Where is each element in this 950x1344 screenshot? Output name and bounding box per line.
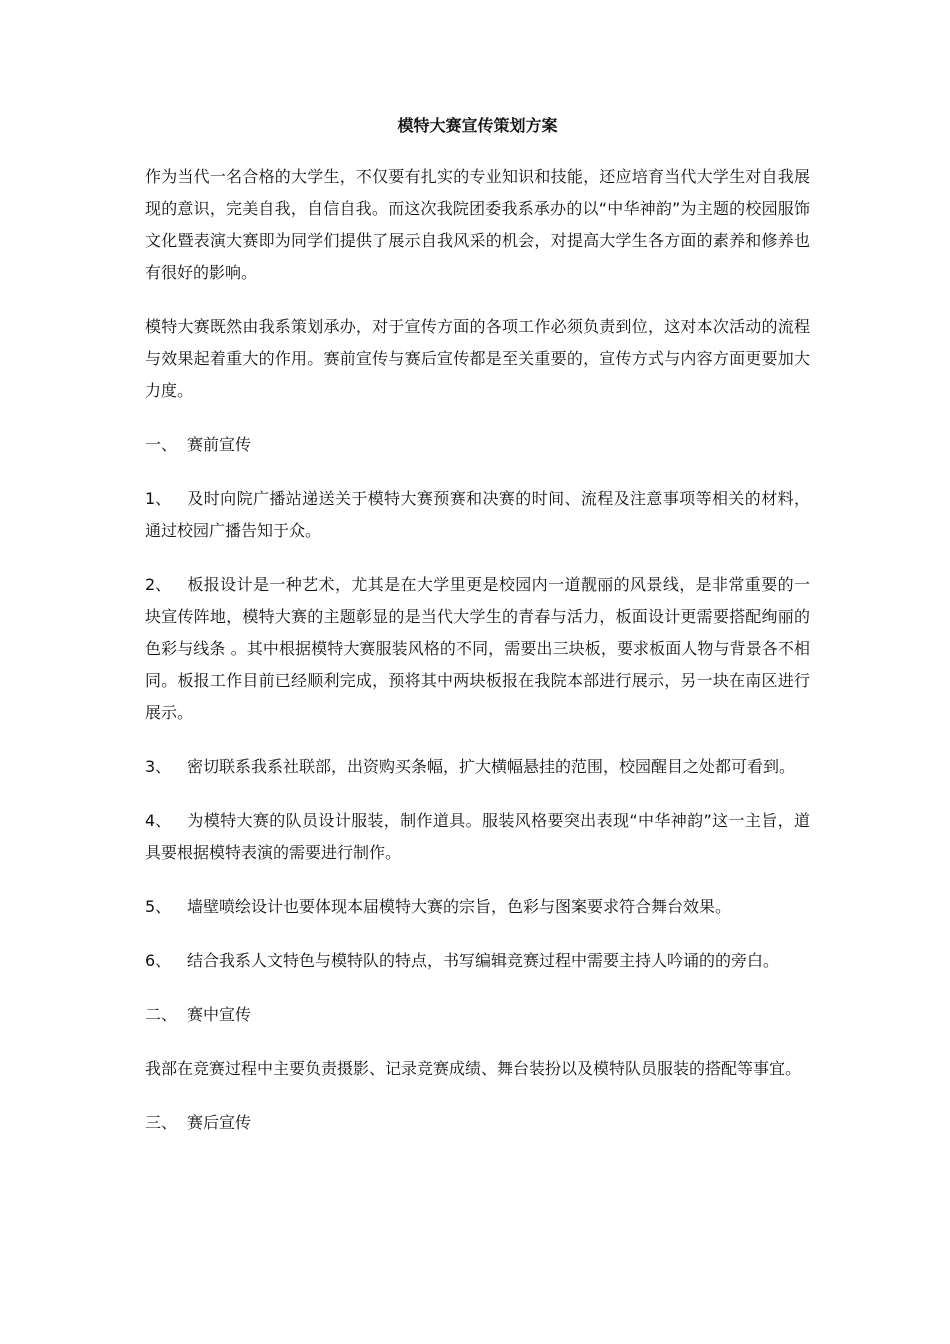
section-title: 赛中宣传 — [187, 1005, 252, 1024]
section-number: 三、 — [145, 1113, 178, 1132]
section-number: 一、 — [145, 435, 178, 454]
list-item-number: 5、 — [145, 897, 172, 916]
section-heading-3 — [145, 1107, 810, 1139]
list-item-6 — [145, 945, 810, 977]
document-title: 模特大赛宣传策划方案 — [397, 116, 558, 135]
section-heading-1 — [145, 429, 810, 461]
list-item-3 — [145, 751, 810, 783]
list-item-number: 2、 — [145, 575, 172, 594]
list-item-text: 及时向院广播站递送关于模特大赛预赛和决赛的时间、流程及注意事项等相关的材料，通过校园广播告知于众。 — [145, 489, 810, 540]
list-item-text: 墙壁喷绘设计也要体现本届模特大赛的宗旨，色彩与图案要求符合舞台效果。 — [187, 897, 732, 916]
list-item-number: 6、 — [145, 951, 172, 970]
list-item-number: 4、 — [145, 811, 172, 830]
list-item-4 — [145, 805, 810, 869]
section-title: 赛后宣传 — [187, 1113, 252, 1132]
list-item-number: 1、 — [145, 489, 172, 508]
list-item-text: 为模特大赛的队员设计服装，制作道具。服装风格要突出表现“中华神韵”这一主旨，道具要根据模特表演的需要进行制作。 — [145, 811, 810, 862]
list-item-number: 3、 — [145, 757, 172, 776]
section-2-paragraph: 我部在竞赛过程中主要负责摄影、记录竞赛成绩、舞台装扮以及模特队员服装的搭配等事宜。 — [145, 1059, 802, 1078]
list-item-text: 密切联系我系社联部，出资购买条幅，扩大横幅悬挂的范围，校园醒目之处都可看到。 — [187, 757, 796, 776]
document-page — [145, 113, 810, 1161]
section-heading-2 — [145, 999, 810, 1031]
list-item-5 — [145, 891, 810, 923]
section-title: 赛前宣传 — [187, 435, 252, 454]
list-item-2 — [145, 569, 810, 729]
intro-paragraph-1: 作为当代一名合格的大学生，不仅要有扎实的专业知识和技能，还应培育当代大学生对自我展现的意识，完美自我，自信自我。而这次我院团委我系承办的以“中华神韵”为主题的校园服饰文化暨表演大赛即为同学们提供了展示自我风采的机会，对提高大学生各方面的素养和修养也有很好的影响。 — [145, 167, 810, 282]
list-item-1 — [145, 483, 810, 547]
section-number: 二、 — [145, 1005, 178, 1024]
intro-paragraph-2: 模特大赛既然由我系策划承办，对于宣传方面的各项工作必须负责到位，这对本次活动的流程与效果起着重大的作用。赛前宣传与赛后宣传都是至关重要的，宣传方式与内容方面更要加大力度。 — [145, 317, 810, 400]
list-item-text: 结合我系人文特色与模特队的特点，书写编辑竞赛过程中需要主持人吟诵的的旁白。 — [187, 951, 780, 970]
list-item-text: 板报设计是一种艺术，尤其是在大学里更是校园内一道靓丽的风景线，是非常重要的一块宣传阵地，模特大赛的主题彰显的是当代大学生的青春与活力，板面设计更需要搭配绚丽的色彩与线条 。其中根据模特大赛服装风格的不同，需要出三块板，要求板面人物与背景各不相同。板报工作目前已经顺利完成，预将其中两块板报在我院本部进行展示，另一块在南区进行展示。 — [145, 575, 810, 722]
